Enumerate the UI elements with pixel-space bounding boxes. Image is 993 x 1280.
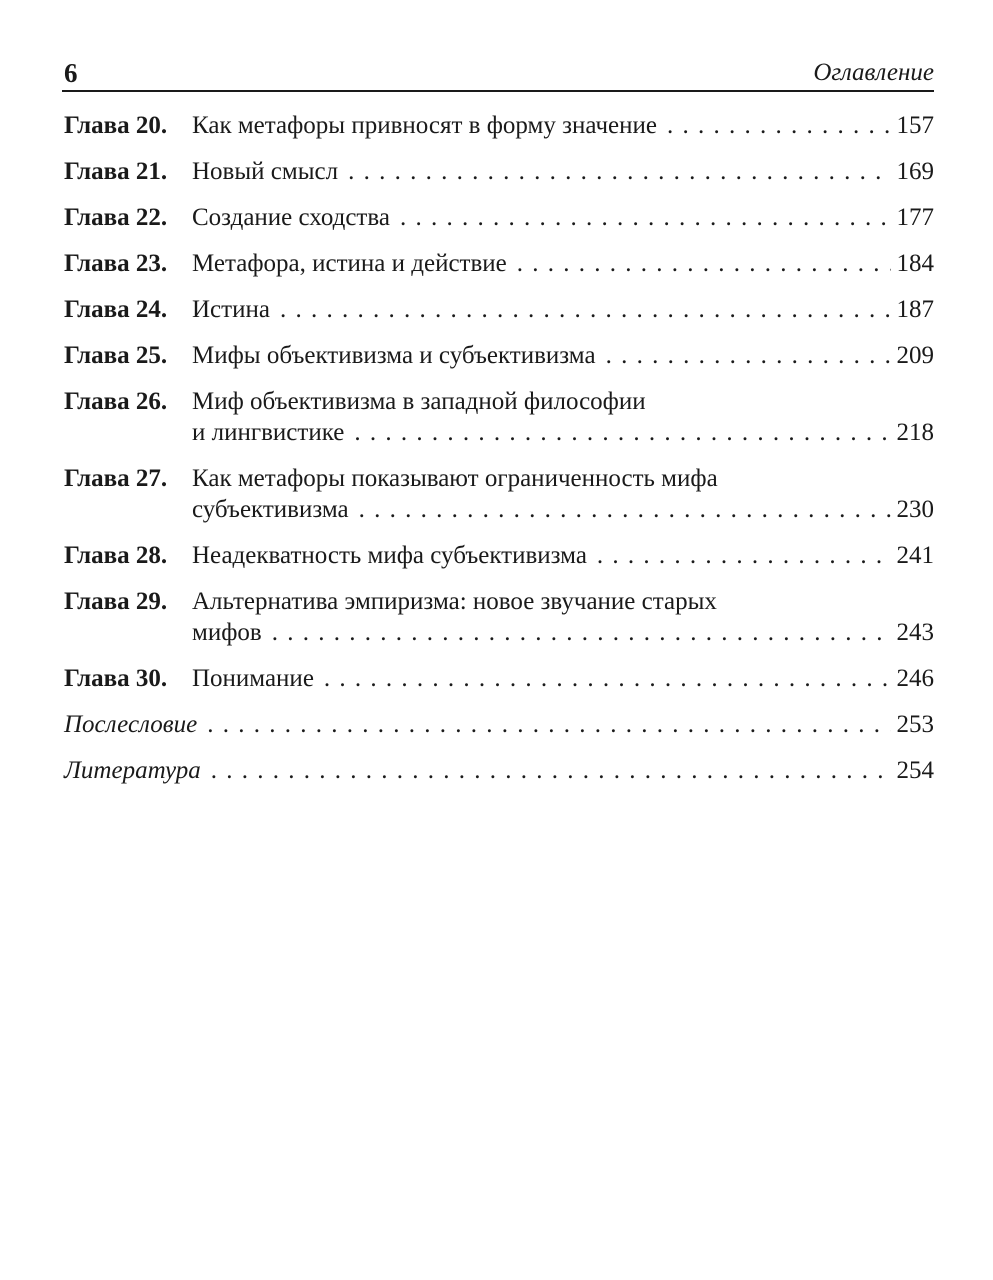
bibliography-title: Литература xyxy=(64,757,201,784)
dot-leader xyxy=(507,248,891,279)
running-header xyxy=(62,50,934,92)
chapter-title: Метафора, истина и действие xyxy=(192,250,507,277)
page-reference: 254 xyxy=(896,757,934,784)
page-reference: 246 xyxy=(896,665,934,692)
page-reference: 209 xyxy=(896,342,934,369)
toc-entry-afterword[interactable] xyxy=(62,709,934,740)
chapter-label: Глава 28. xyxy=(64,542,168,569)
chapter-title-line-2: и лингвистике xyxy=(192,419,345,446)
chapter-label: Глава 25. xyxy=(64,342,168,369)
page-reference: 230 xyxy=(896,496,934,523)
toc-entry-chapter-25[interactable] xyxy=(62,340,934,371)
chapter-label: Глава 23. xyxy=(64,250,168,277)
chapter-title: Неадекватность мифа субъективизма xyxy=(192,542,587,569)
chapter-title-line-1: Альтернатива эмпиризма: новое звучание старых xyxy=(192,588,717,615)
toc-entry-chapter-26[interactable] xyxy=(62,386,934,448)
page-reference: 187 xyxy=(896,296,934,323)
dot-leader xyxy=(262,617,891,648)
dot-leader xyxy=(587,540,891,571)
dot-leader xyxy=(344,417,890,448)
page-reference: 253 xyxy=(896,711,934,738)
page-reference: 218 xyxy=(896,419,934,446)
dot-leader xyxy=(201,755,891,786)
toc-entry-chapter-20[interactable] xyxy=(62,110,934,141)
page-number: 6 xyxy=(64,58,78,88)
toc-entry-chapter-24[interactable] xyxy=(62,294,934,325)
chapter-label: Глава 26. xyxy=(64,388,168,415)
page-reference: 243 xyxy=(896,619,934,646)
page-reference: 169 xyxy=(896,158,934,185)
toc-entry-chapter-28[interactable] xyxy=(62,540,934,571)
chapter-title: Новый смысл xyxy=(192,158,339,185)
page-reference: 184 xyxy=(896,250,934,277)
chapter-label: Глава 21. xyxy=(64,158,168,185)
chapter-title-line-1: Миф объективизма в западной философии xyxy=(192,388,646,415)
dot-leader xyxy=(270,294,891,325)
book-page xyxy=(62,50,934,801)
section-title: Оглавление xyxy=(813,59,934,86)
chapter-title: Истина xyxy=(192,296,270,323)
afterword-title: Послесловие xyxy=(64,711,198,738)
toc-entry-chapter-23[interactable] xyxy=(62,248,934,279)
toc-entry-chapter-30[interactable] xyxy=(62,663,934,694)
dot-leader xyxy=(349,494,891,525)
chapter-title: Создание сходства xyxy=(192,204,390,231)
dot-leader xyxy=(197,709,890,740)
page-reference: 157 xyxy=(896,112,934,139)
dot-leader xyxy=(657,110,891,141)
chapter-title: Понимание xyxy=(192,665,314,692)
toc-entry-chapter-29[interactable] xyxy=(62,586,934,648)
chapter-label: Глава 27. xyxy=(64,465,168,492)
dot-leader xyxy=(390,202,891,233)
chapter-title: Как метафоры привносят в форму значение xyxy=(192,112,657,139)
chapter-label: Глава 22. xyxy=(64,204,168,231)
dot-leader xyxy=(596,340,891,371)
page-reference: 177 xyxy=(896,204,934,231)
chapter-label: Глава 24. xyxy=(64,296,168,323)
toc-entry-bibliography[interactable] xyxy=(62,755,934,786)
table-of-contents xyxy=(62,110,934,786)
chapter-label: Глава 30. xyxy=(64,665,168,692)
dot-leader xyxy=(314,663,891,694)
chapter-title-line-1: Как метафоры показывают ограниченность мифа xyxy=(192,465,718,492)
chapter-label: Глава 20. xyxy=(64,112,168,139)
page-reference: 241 xyxy=(896,542,934,569)
chapter-title: Мифы объективизма и субъективизма xyxy=(192,342,596,369)
toc-entry-chapter-22[interactable] xyxy=(62,202,934,233)
toc-entry-chapter-21[interactable] xyxy=(62,156,934,187)
chapter-label: Глава 29. xyxy=(64,588,168,615)
dot-leader xyxy=(338,156,890,187)
chapter-title-line-2: мифов xyxy=(192,619,262,646)
chapter-title-line-2: субъективизма xyxy=(192,496,349,523)
toc-entry-chapter-27[interactable] xyxy=(62,463,934,525)
